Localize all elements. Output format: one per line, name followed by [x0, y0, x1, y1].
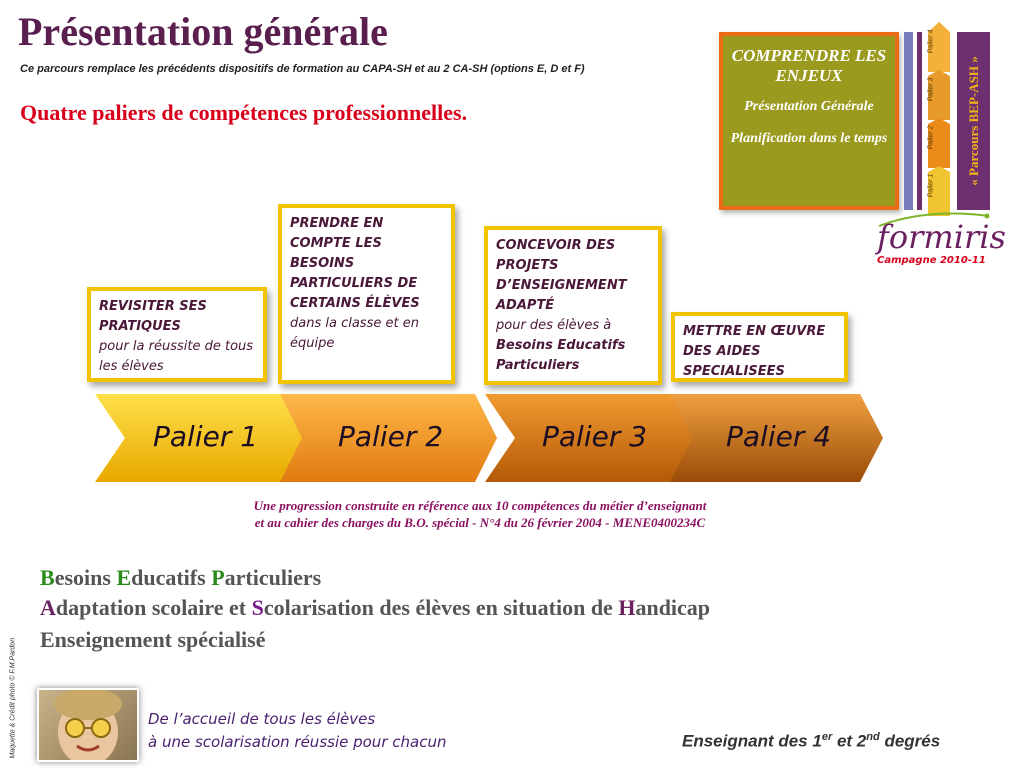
bar-blue	[904, 32, 913, 210]
panel-item-presentation: Présentation Générale	[744, 99, 874, 114]
formiris-logo: formiris	[877, 218, 1006, 256]
step-label-3: Palier 3	[927, 77, 935, 102]
competence-box-3	[484, 226, 662, 385]
competence-box-1	[87, 287, 267, 382]
comprendre-panel	[719, 32, 899, 210]
progression-line-2: et au cahier des charges du B.O. spécial - N°4 du 26 février 2004 - MENE0400234C	[254, 515, 706, 530]
quote-line-2: à une scolarisation réussie pour chacun	[148, 733, 447, 751]
step-label-4: Palier 4	[927, 29, 935, 54]
acronym-bep: Besoins Educatifs Particuliers	[40, 565, 322, 590]
page-subtitle: Ce parcours remplace les précédents dispositifs de formation au CAPA-SH et au 2 CA-SH (options E, D et F)	[20, 63, 585, 75]
competence-caption: PRENDRE EN COMPTE LES BESOINS PARTICULIERS DE CERTAINS ÉLÈVES	[290, 216, 420, 311]
competence-box-2	[278, 204, 455, 384]
acronym-ash: Adaptation scolaire et Scolarisation des élèves en situation de Handicap	[40, 595, 711, 620]
step-label-2: Palier 2	[927, 125, 935, 150]
campaign-label: Campagne 2010-11	[877, 255, 986, 266]
palier-1-label: Palier 1	[153, 420, 259, 453]
child-photo	[37, 688, 139, 762]
competence-detail: pour des élèves à	[496, 318, 612, 333]
competence-detail: dans la classe et en équipe	[290, 316, 419, 351]
panel-item-planification: Planification dans le temps	[730, 131, 888, 146]
quote-line-1: De l’accueil de tous les élèves	[148, 710, 376, 728]
section-heading: Quatre paliers de compétences professionnelles.	[20, 100, 468, 125]
photo-credit: Maquette & Crédit photo © F.M.Pardon	[9, 637, 17, 759]
parcours-band-text: « Parcours BEP-ASH »	[965, 56, 981, 186]
competence-detail: pour la réussite de tous les élèves	[99, 339, 254, 374]
step-label-1: Palier 1	[927, 173, 935, 198]
palier-4-label: Palier 4	[726, 420, 832, 453]
acronym-es: Enseignement spécialisé	[40, 627, 266, 652]
competence-caption: CONCEVOIR DES PROJETS D’ENSEIGNEMENT ADAPTÉ	[496, 238, 627, 313]
progression-line-1: Une progression construite en référence aux 10 compétences du métier d’enseignant	[253, 498, 707, 513]
teachers-levels: Enseignant des 1er et 2nd degrés	[682, 731, 941, 751]
palier-3-label: Palier 3	[542, 420, 648, 453]
quote	[148, 708, 446, 754]
progression-note	[150, 497, 810, 531]
competence-box-4	[671, 312, 848, 382]
page-title: Présentation générale	[18, 9, 388, 54]
child-photo-illustration	[39, 690, 137, 760]
palier-2-label: Palier 2	[338, 420, 444, 453]
competence-caption: METTRE EN ŒUVRE DES AIDES SPECIALISEES	[683, 324, 826, 379]
competence-detail-bold: Besoins Educatifs Particuliers	[496, 338, 626, 373]
panel-title: COMPRENDRE LES ENJEUX	[731, 46, 887, 85]
bar-purple	[917, 32, 922, 210]
competence-caption: REVISITER SES PRATIQUES	[99, 299, 207, 334]
